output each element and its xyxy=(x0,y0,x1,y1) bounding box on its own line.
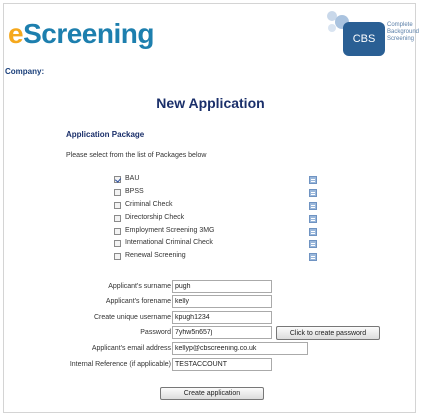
info-icon[interactable] xyxy=(309,215,317,223)
package-item xyxy=(114,238,324,251)
company-label: Company: xyxy=(5,67,45,76)
info-icon[interactable] xyxy=(309,176,317,184)
package-label: BPSS xyxy=(125,187,144,195)
package-list xyxy=(114,174,324,264)
package-checkbox[interactable] xyxy=(114,176,121,183)
reference-label: Internal Reference (if applicable) xyxy=(69,361,171,368)
package-label: Directorship Check xyxy=(125,213,185,221)
surname-label: Applicant's surname xyxy=(108,283,171,290)
package-item xyxy=(114,200,324,213)
info-icon[interactable] xyxy=(309,202,317,210)
package-checkbox[interactable] xyxy=(114,253,121,260)
cbs-tagline xyxy=(387,22,421,43)
logo-e: e xyxy=(8,18,24,49)
surname-input[interactable] xyxy=(172,280,272,293)
package-label: BAU xyxy=(125,175,140,182)
create-password-button[interactable]: Click to create password xyxy=(276,326,380,340)
package-instructions: Please select from the list of Packages below xyxy=(66,152,207,159)
reference-row xyxy=(0,358,421,372)
cbs-logo-text: CBS xyxy=(352,33,376,45)
package-item xyxy=(114,174,324,187)
package-item xyxy=(114,213,324,226)
forename-row xyxy=(0,295,421,309)
package-label: Employment Screening 3MG xyxy=(125,226,215,234)
info-icon[interactable] xyxy=(309,189,317,197)
username-input[interactable] xyxy=(172,311,272,324)
package-label: Criminal Check xyxy=(125,200,173,208)
surname-row xyxy=(0,280,421,294)
package-checkbox[interactable] xyxy=(114,240,121,247)
info-icon[interactable] xyxy=(309,228,317,236)
email-row xyxy=(0,342,421,356)
password-input[interactable] xyxy=(172,326,272,339)
username-label: Create unique username xyxy=(93,314,171,321)
password-row xyxy=(0,326,421,340)
email-label: Applicant's email address xyxy=(91,345,171,352)
cbs-tagline-line: Screening xyxy=(387,36,415,42)
package-checkbox[interactable] xyxy=(114,215,121,222)
package-item xyxy=(114,251,324,264)
package-section-title: Application Package xyxy=(66,130,145,139)
package-item xyxy=(114,226,324,239)
email-input[interactable] xyxy=(172,342,308,355)
page-title: New Application xyxy=(156,95,265,111)
package-checkbox[interactable] xyxy=(114,189,121,196)
cbs-tagline-line: Background xyxy=(387,29,420,35)
package-label: Renewal Screening xyxy=(125,252,186,260)
forename-input[interactable] xyxy=(172,295,272,308)
create-application-button[interactable]: Create application xyxy=(160,387,264,400)
package-label: International Criminal Check xyxy=(125,239,213,247)
password-label: Password xyxy=(140,329,171,336)
info-icon[interactable] xyxy=(309,253,317,261)
forename-label: Applicant's forename xyxy=(105,298,171,305)
escreening-logo xyxy=(8,18,154,50)
info-icon[interactable] xyxy=(309,240,317,248)
cbs-tagline-line: Complete xyxy=(387,22,413,28)
package-checkbox[interactable] xyxy=(114,228,121,235)
package-checkbox[interactable] xyxy=(114,202,121,209)
logo-screening: Screening xyxy=(23,18,154,49)
package-item xyxy=(114,187,324,200)
reference-input[interactable] xyxy=(172,358,272,371)
username-row xyxy=(0,311,421,325)
cbs-logo xyxy=(343,22,385,56)
